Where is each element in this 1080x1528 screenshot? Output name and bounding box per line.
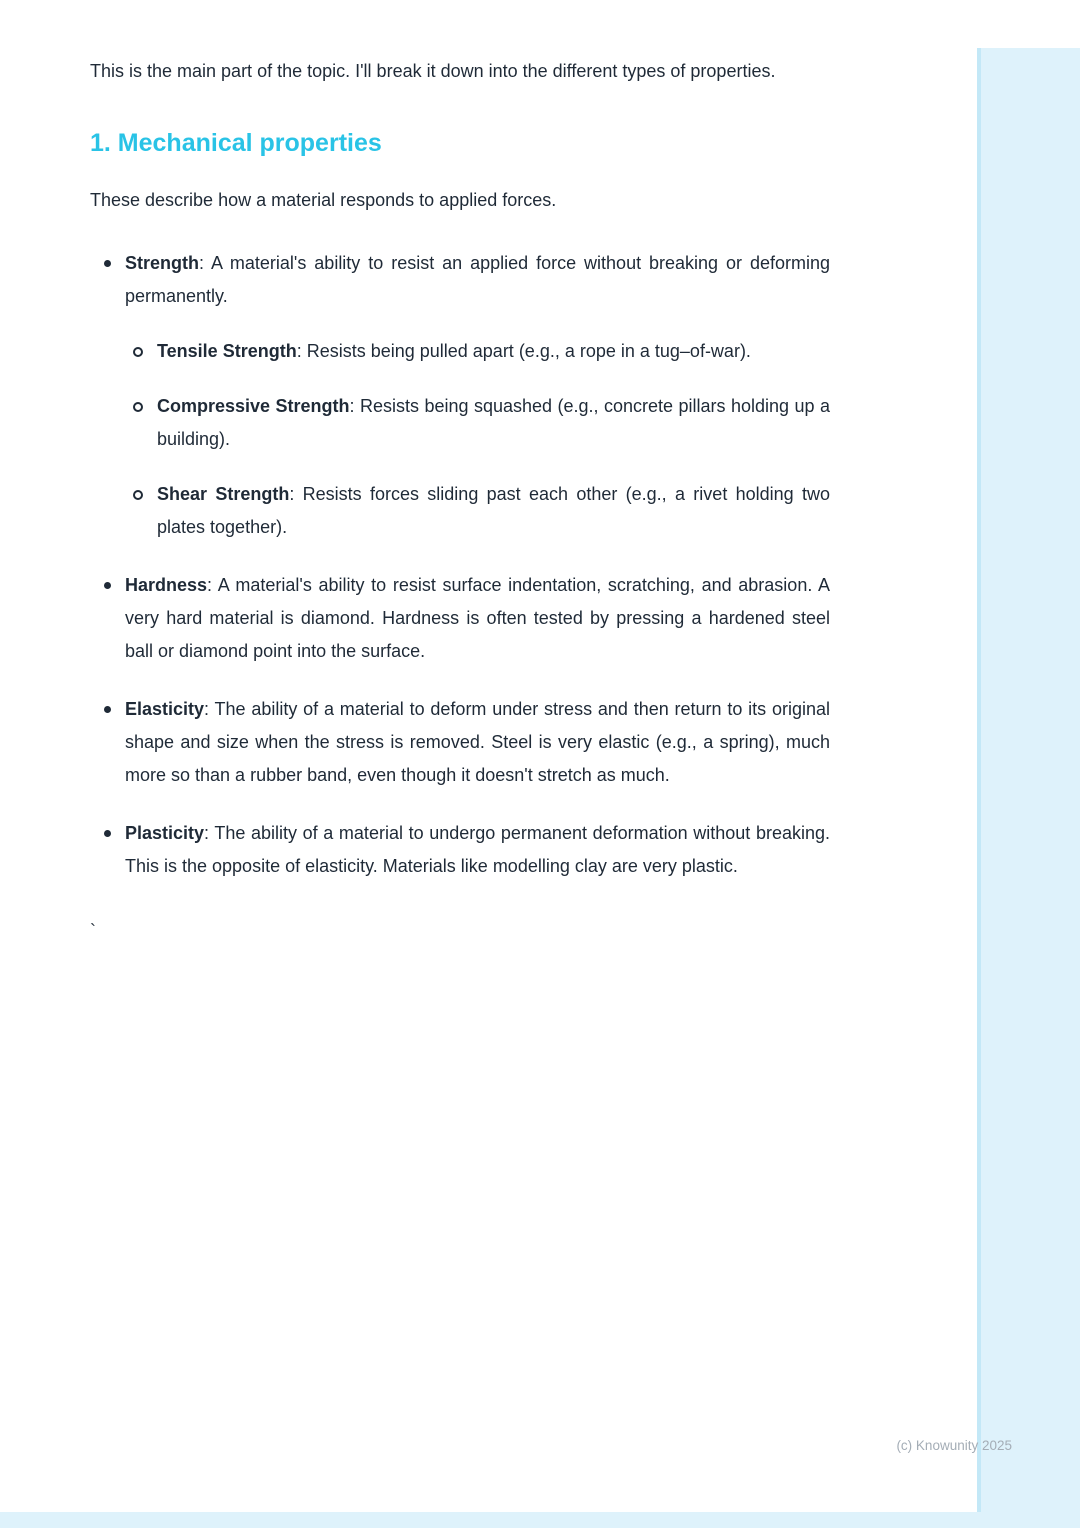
property-term: Tensile Strength [157,341,297,361]
property-term: Elasticity [125,699,205,719]
section-subtitle: These describe how a material responds to applied forces. [90,190,557,210]
sub-property-bullet [125,335,830,368]
property-bullet [90,693,830,792]
copyright-footer: (c) Knowunity 2025 [896,1438,1012,1453]
property-term: Hardness [125,575,208,595]
property-term: Compressive Strength [157,396,350,416]
intro-paragraph: This is the main part of the topic. I'll break it down into the different types of properties. [90,61,776,81]
bullet-text: Strength: A material's ability to resist an applied force without breaking or deforming permanently. [125,253,830,306]
bullet-text: Shear Strength: Resists forces sliding past each other (e.g., a rivet holding two plates together). [157,484,830,537]
bullet-text: Plasticity: The ability of a material to undergo permanent deformation without breaking. This is the opposite of elasticity. Materials like modelling clay are very plastic. [125,823,830,876]
property-bullet [90,569,830,668]
bullet-text: Compressive Strength: Resists being squashed (e.g., concrete pillars holding up a building). [157,396,830,449]
sub-properties-list [125,335,830,544]
sub-property-bullet [125,478,830,544]
document-content [90,55,830,948]
property-bullet [90,247,830,544]
stray-backtick: ` [90,921,96,941]
property-bullet [90,817,830,883]
bullet-text: Hardness: A material's ability to resist surface indentation, scratching, and abrasion. A very hard material is diamond. Hardness is often tested by pressing a hardened steel ball or diamond point into the surface. [125,575,830,661]
page-edge-strip-right [977,48,1080,1528]
bullet-text: Tensile Strength: Resists being pulled apart (e.g., a rope in a tug–of-war). [157,341,751,361]
page-edge-strip-bottom [0,1512,1080,1528]
property-term: Plasticity [125,823,205,843]
property-term: Strength [125,253,199,273]
bullet-text: Elasticity: The ability of a material to deform under stress and then return to its original shape and size when the stress is removed. Steel is very elastic (e.g., a spring), much more so than a rubber band, even though it doesn't stretch as much. [125,699,830,785]
sub-property-bullet [125,390,830,456]
section-heading: 1. Mechanical properties [90,129,382,157]
properties-list [90,247,830,883]
property-term: Shear Strength [157,484,290,504]
